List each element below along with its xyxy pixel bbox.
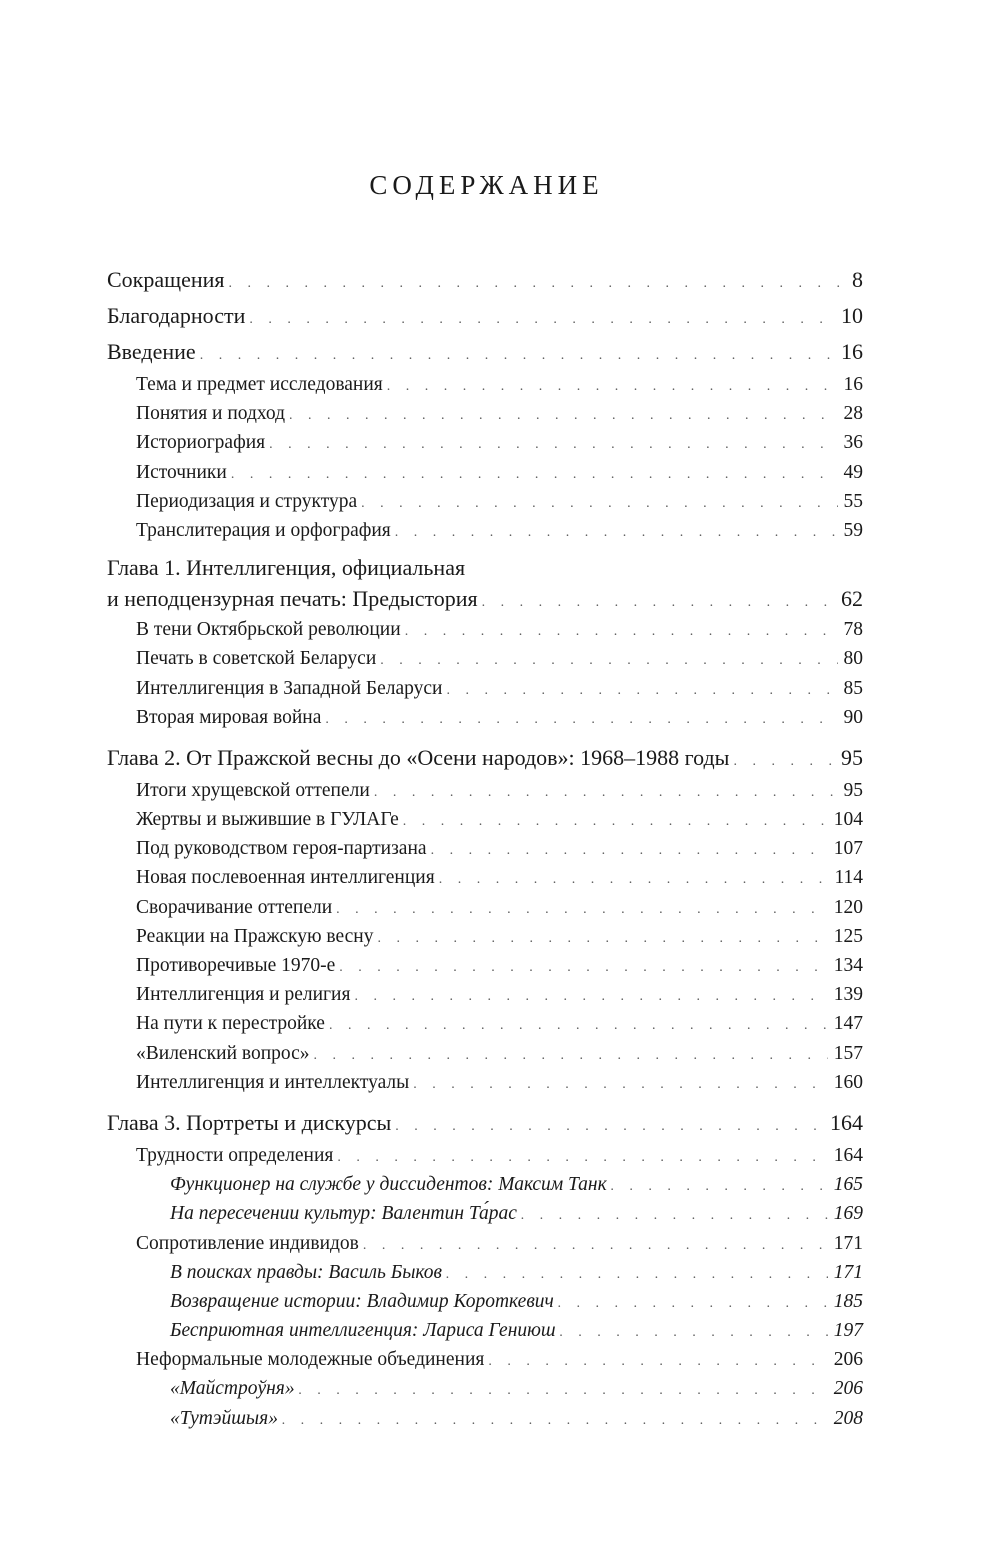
- toc-subentry[interactable]: [107, 893, 863, 922]
- dot-leader: [249, 302, 835, 338]
- toc-subsubentry[interactable]: [107, 1316, 863, 1345]
- toc-entry-page: 36: [843, 432, 863, 454]
- toc-entry-title: Возвращение истории: Владимир Короткевич: [170, 1290, 554, 1312]
- toc-entry-page: 169: [833, 1203, 863, 1225]
- dot-leader: [231, 460, 838, 489]
- dot-leader: [403, 807, 828, 836]
- toc-entry-page: 55: [843, 490, 863, 512]
- toc-entry-title: Бесприютная интеллигенция: Лариса Гениюш: [170, 1320, 556, 1342]
- toc-entry-title: «Майстроўня»: [170, 1378, 295, 1400]
- toc-entry-page: 171: [833, 1261, 863, 1283]
- toc-entry-page: 208: [833, 1407, 863, 1429]
- dot-leader: [378, 924, 828, 953]
- toc-entry-title: Трудности определения: [136, 1144, 334, 1166]
- dot-leader: [611, 1172, 828, 1201]
- toc-subsubentry[interactable]: [107, 1258, 863, 1287]
- dot-leader: [314, 1041, 828, 1070]
- toc-subentry[interactable]: [107, 863, 863, 892]
- toc-entry-page: 78: [843, 619, 863, 641]
- toc-entry-title: На пересечении культур: Валентин Та́рас: [170, 1203, 517, 1225]
- toc-entry-title: Понятия и подход: [136, 403, 286, 425]
- toc-entry-page: 85: [843, 677, 863, 699]
- toc-entry-page: 164: [833, 1144, 863, 1166]
- toc-entry-page: 139: [833, 984, 863, 1006]
- toc-subentry[interactable]: [107, 980, 863, 1009]
- table-of-contents: [107, 262, 863, 1433]
- toc-entry-title: Историография: [136, 432, 266, 454]
- toc-entry-title: Интеллигенция в Западной Беларуси: [136, 677, 443, 699]
- dot-leader: [361, 489, 837, 518]
- toc-subentry[interactable]: [107, 399, 863, 428]
- dot-leader: [446, 676, 837, 705]
- dot-leader: [395, 518, 838, 547]
- toc-entry-title: Транслитерация и орфография: [136, 519, 391, 541]
- toc-entry-title: Функционер на службе у диссидентов: Максим Танк: [170, 1174, 607, 1196]
- toc-entry-page: 90: [843, 706, 863, 728]
- dot-leader: [482, 587, 835, 619]
- dot-leader: [405, 617, 838, 646]
- toc-entry-title: Реакции на Пражскую весну: [136, 925, 374, 947]
- toc-entry-page: 185: [833, 1290, 863, 1312]
- toc-entry-page: 10: [841, 303, 863, 328]
- toc-subsubentry[interactable]: [107, 1287, 863, 1316]
- dot-leader: [339, 953, 827, 982]
- toc-entry-title: На пути к перестройке: [136, 1013, 325, 1035]
- toc-entry-title: Источники: [136, 461, 227, 483]
- toc-subentry[interactable]: [107, 428, 863, 457]
- dot-leader: [282, 1406, 828, 1435]
- toc-entry-title: Глава 3. Портреты и дискурсы: [107, 1109, 392, 1135]
- toc-entry-title: Благодарности: [107, 303, 246, 328]
- toc-entry-title: Сокращения: [107, 267, 225, 292]
- dot-leader: [336, 895, 828, 924]
- toc-chapter-2[interactable]: [107, 740, 863, 776]
- toc-subsubentry[interactable]: [107, 1404, 863, 1433]
- toc-entry-page: 16: [843, 374, 863, 395]
- toc-entry-page: 95: [841, 744, 863, 770]
- dot-leader: [325, 705, 837, 734]
- toc-entry-title: и неподцензурная печать: Предыстория: [107, 586, 478, 612]
- dot-leader: [413, 1070, 828, 1099]
- toc-entry-page: 134: [833, 955, 863, 976]
- toc-entry-page: 147: [833, 1013, 863, 1035]
- dot-leader: [354, 982, 827, 1011]
- dot-leader: [363, 1231, 828, 1260]
- toc-entry-title: Сворачивание оттепели: [136, 896, 333, 918]
- dot-leader: [269, 430, 837, 459]
- toc-subentry[interactable]: [107, 1141, 863, 1170]
- toc-entry-title: Жертвы и выжившие в ГУЛАГе: [136, 809, 399, 831]
- toc-subentry[interactable]: [107, 703, 863, 732]
- dot-leader: [395, 1109, 824, 1145]
- toc-entry-page: 62: [841, 586, 863, 612]
- toc-subentry[interactable]: [107, 805, 863, 834]
- dot-leader: [488, 1347, 827, 1376]
- toc-entry[interactable]: [107, 298, 863, 334]
- toc-entry-page: 160: [833, 1071, 863, 1093]
- toc-entry-page: 59: [843, 519, 863, 541]
- toc-entry-title: В тени Октябрьской революции: [136, 619, 401, 641]
- dot-leader: [299, 1376, 828, 1405]
- toc-entry-title: Интеллигенция и интеллектуалы: [136, 1071, 410, 1093]
- toc-subentry[interactable]: [107, 1068, 863, 1097]
- toc-entry-title: Периодизация и структура: [136, 490, 358, 512]
- toc-subsubentry[interactable]: [107, 1170, 863, 1199]
- dot-leader: [446, 1260, 828, 1289]
- toc-entry-page: 171: [833, 1232, 863, 1254]
- toc-subentry[interactable]: [107, 487, 863, 516]
- toc-entry-title: Под руководством героя-партизана: [136, 838, 427, 860]
- toc-entry-title: Противоречивые 1970-е: [136, 955, 336, 976]
- dot-leader: [733, 744, 835, 780]
- dot-leader: [387, 372, 838, 401]
- toc-entry-page: 157: [833, 1042, 863, 1064]
- toc-entry-page: 16: [841, 339, 863, 364]
- toc-chapter-1[interactable]: [107, 553, 863, 615]
- dot-leader: [289, 401, 837, 430]
- toc-subentry[interactable]: [107, 370, 863, 399]
- toc-entry-page: 107: [833, 838, 863, 860]
- toc-entry-title: Глава 1. Интеллигенция, официальная: [107, 555, 466, 581]
- toc-entry-page: 197: [833, 1320, 863, 1342]
- toc-entry-page: 120: [833, 896, 863, 918]
- dot-leader: [200, 338, 835, 374]
- toc-subentry[interactable]: [107, 922, 863, 951]
- toc-entry-page: 104: [833, 809, 863, 831]
- toc-entry-title: Сопротивление индивидов: [136, 1232, 359, 1254]
- toc-entry-title: Вторая мировая война: [136, 706, 322, 728]
- toc-subentry[interactable]: [107, 674, 863, 703]
- dot-leader: [558, 1289, 828, 1318]
- dot-leader: [229, 266, 847, 302]
- dot-leader: [380, 646, 837, 675]
- toc-entry-title: «Виленский вопрос»: [136, 1042, 310, 1064]
- toc-entry-page: 125: [833, 925, 863, 947]
- toc-subentry[interactable]: [107, 834, 863, 863]
- toc-entry-title: Введение: [107, 339, 196, 364]
- toc-subentry[interactable]: [107, 776, 863, 805]
- dot-leader: [521, 1201, 828, 1230]
- toc-entry-page: 95: [843, 779, 863, 801]
- dot-leader: [560, 1318, 828, 1347]
- toc-subentry[interactable]: [107, 1345, 863, 1374]
- toc-entry-title: Интеллигенция и религия: [136, 984, 351, 1006]
- page-title: СОДЕРЖАНИЕ: [369, 170, 604, 200]
- toc-entry[interactable]: [107, 262, 863, 298]
- toc-entry-title: Новая послевоенная интеллигенция: [136, 867, 435, 889]
- toc-subsubentry[interactable]: [107, 1199, 863, 1228]
- toc-entry-page: 165: [833, 1174, 863, 1196]
- toc-entry[interactable]: [107, 583, 863, 615]
- toc-entry-title: Печать в советской Беларуси: [136, 648, 377, 670]
- toc-entry-page: 49: [843, 461, 863, 483]
- toc-subentry[interactable]: [107, 458, 863, 487]
- toc-entry-page: 164: [830, 1109, 863, 1135]
- toc-entry-page: 206: [833, 1349, 863, 1371]
- toc-entry[interactable]: [107, 334, 863, 370]
- toc-entry-page: 206: [833, 1378, 863, 1400]
- toc-subentry[interactable]: [107, 516, 863, 545]
- toc-subentry[interactable]: [107, 951, 863, 980]
- toc-chapter-3[interactable]: [107, 1105, 863, 1141]
- dot-leader: [374, 778, 838, 807]
- toc-entry-title: Неформальные молодежные объединения: [136, 1349, 485, 1371]
- toc-entry-title: В поисках правды: Василь Быков: [170, 1261, 443, 1283]
- toc-entry-page: 28: [843, 403, 863, 425]
- toc-subentry[interactable]: [107, 1039, 863, 1068]
- toc-subentry[interactable]: [107, 1009, 863, 1038]
- toc-subsubentry[interactable]: [107, 1374, 863, 1403]
- toc-subentry[interactable]: [107, 644, 863, 673]
- toc-subentry[interactable]: [107, 615, 863, 644]
- toc-entry-title: Итоги хрущевской оттепели: [136, 779, 370, 801]
- toc-entry-title: «Тутэйшыя»: [170, 1407, 278, 1429]
- dot-leader: [329, 1011, 828, 1040]
- toc-entry-title: Тема и предмет исследования: [136, 374, 383, 395]
- toc-entry-page: 8: [852, 267, 863, 292]
- dot-leader: [439, 865, 829, 894]
- toc-entry-page: 114: [834, 867, 863, 889]
- dot-leader: [337, 1143, 827, 1172]
- toc-entry-page: 80: [843, 648, 863, 670]
- toc-subentry[interactable]: [107, 1229, 863, 1258]
- toc-entry-title: Глава 2. От Пражской весны до «Осени народов»: 1968–1988 годы: [107, 744, 730, 770]
- dot-leader: [431, 836, 828, 865]
